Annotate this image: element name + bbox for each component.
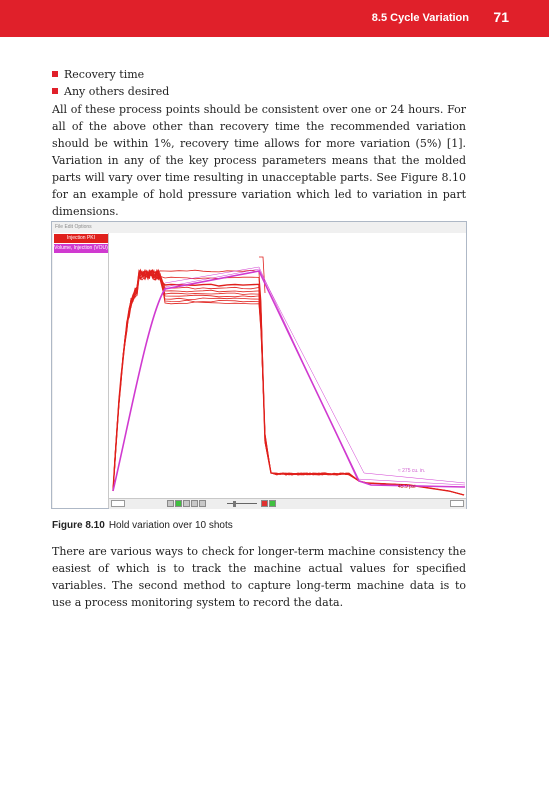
toolbar-button[interactable] [191,500,198,507]
bullet-text: Recovery time [64,68,145,81]
volume-trace [113,271,465,491]
bullet-list [52,66,169,100]
caption-label: Figure 8.10 [52,520,105,531]
pressure-trace [113,270,464,495]
toolbar-stop-button[interactable] [261,500,268,507]
bullet-item [52,83,169,100]
toolbar-slider-track[interactable] [227,503,257,504]
running-head: 8.5 Cycle Variation [371,12,469,24]
pressure-trace [113,270,464,495]
toolbar-input[interactable] [111,500,125,507]
volume-traces [113,267,465,491]
trace-chart [109,233,466,498]
pressure-traces [113,257,464,495]
pressure-trace [113,271,464,495]
toolbar-button[interactable] [199,500,206,507]
volume-trace [165,269,465,483]
pressure-trace [113,270,464,495]
figure-screenshot [51,221,467,509]
pressure-trace [113,270,464,495]
volume-end-annotation: ≈ 275 cu. in. [398,468,426,474]
figure-caption [52,520,233,531]
body-paragraph-2: There are various ways to check for longer-term machine consistency the easiest of which is to track the machine actual values for specified variables. The second method to capture long-term machine data is to use a process monitoring system to record the data. [52,545,466,609]
pressure-trace [113,272,464,495]
caption-text: Hold variation over 10 shots [108,520,233,531]
body-paragraph-1: All of these process points should be consistent over one or 24 hours. For all of the above other than recovery time the recommended variation should be within 1%, recovery time allows for more variation (5%) [1]. Variation in any of the key process parameters means that the molded parts will vary over time resulting in unacceptable parts. See Figure 8.10 for an example of hold pressure variation which led to variation in part dimensions. [52,103,466,218]
legend-panel [53,233,109,508]
bullet-text: Any others desired [64,85,170,98]
toolbar-go-button[interactable] [269,500,276,507]
toolbar-button[interactable] [183,500,190,507]
toolbar-play-button[interactable] [175,500,182,507]
pressure-end-annotation: 45.9 psi [398,484,416,490]
toolbar-slider-thumb[interactable] [233,501,236,507]
pressure-trace [113,270,464,495]
pressure-trace [113,270,464,495]
chart-toolbar [109,498,466,509]
header-bar [0,0,549,37]
window-titlebar: File Edit Options [55,224,92,230]
page-number: 71 [493,9,509,25]
legend-item-pressure[interactable]: Injection PKI [54,234,108,243]
toolbar-button[interactable] [167,500,174,507]
plot-area [109,233,466,498]
pressure-trace [113,270,464,495]
bullet-square-icon [52,71,58,77]
legend-item-volume[interactable]: Volume, Injection (VOU) [54,245,108,251]
volume-trace [165,267,465,485]
toolbar-field[interactable] [450,500,464,507]
bullet-item [52,66,169,83]
bullet-square-icon [52,88,58,94]
pressure-trace [113,271,464,496]
